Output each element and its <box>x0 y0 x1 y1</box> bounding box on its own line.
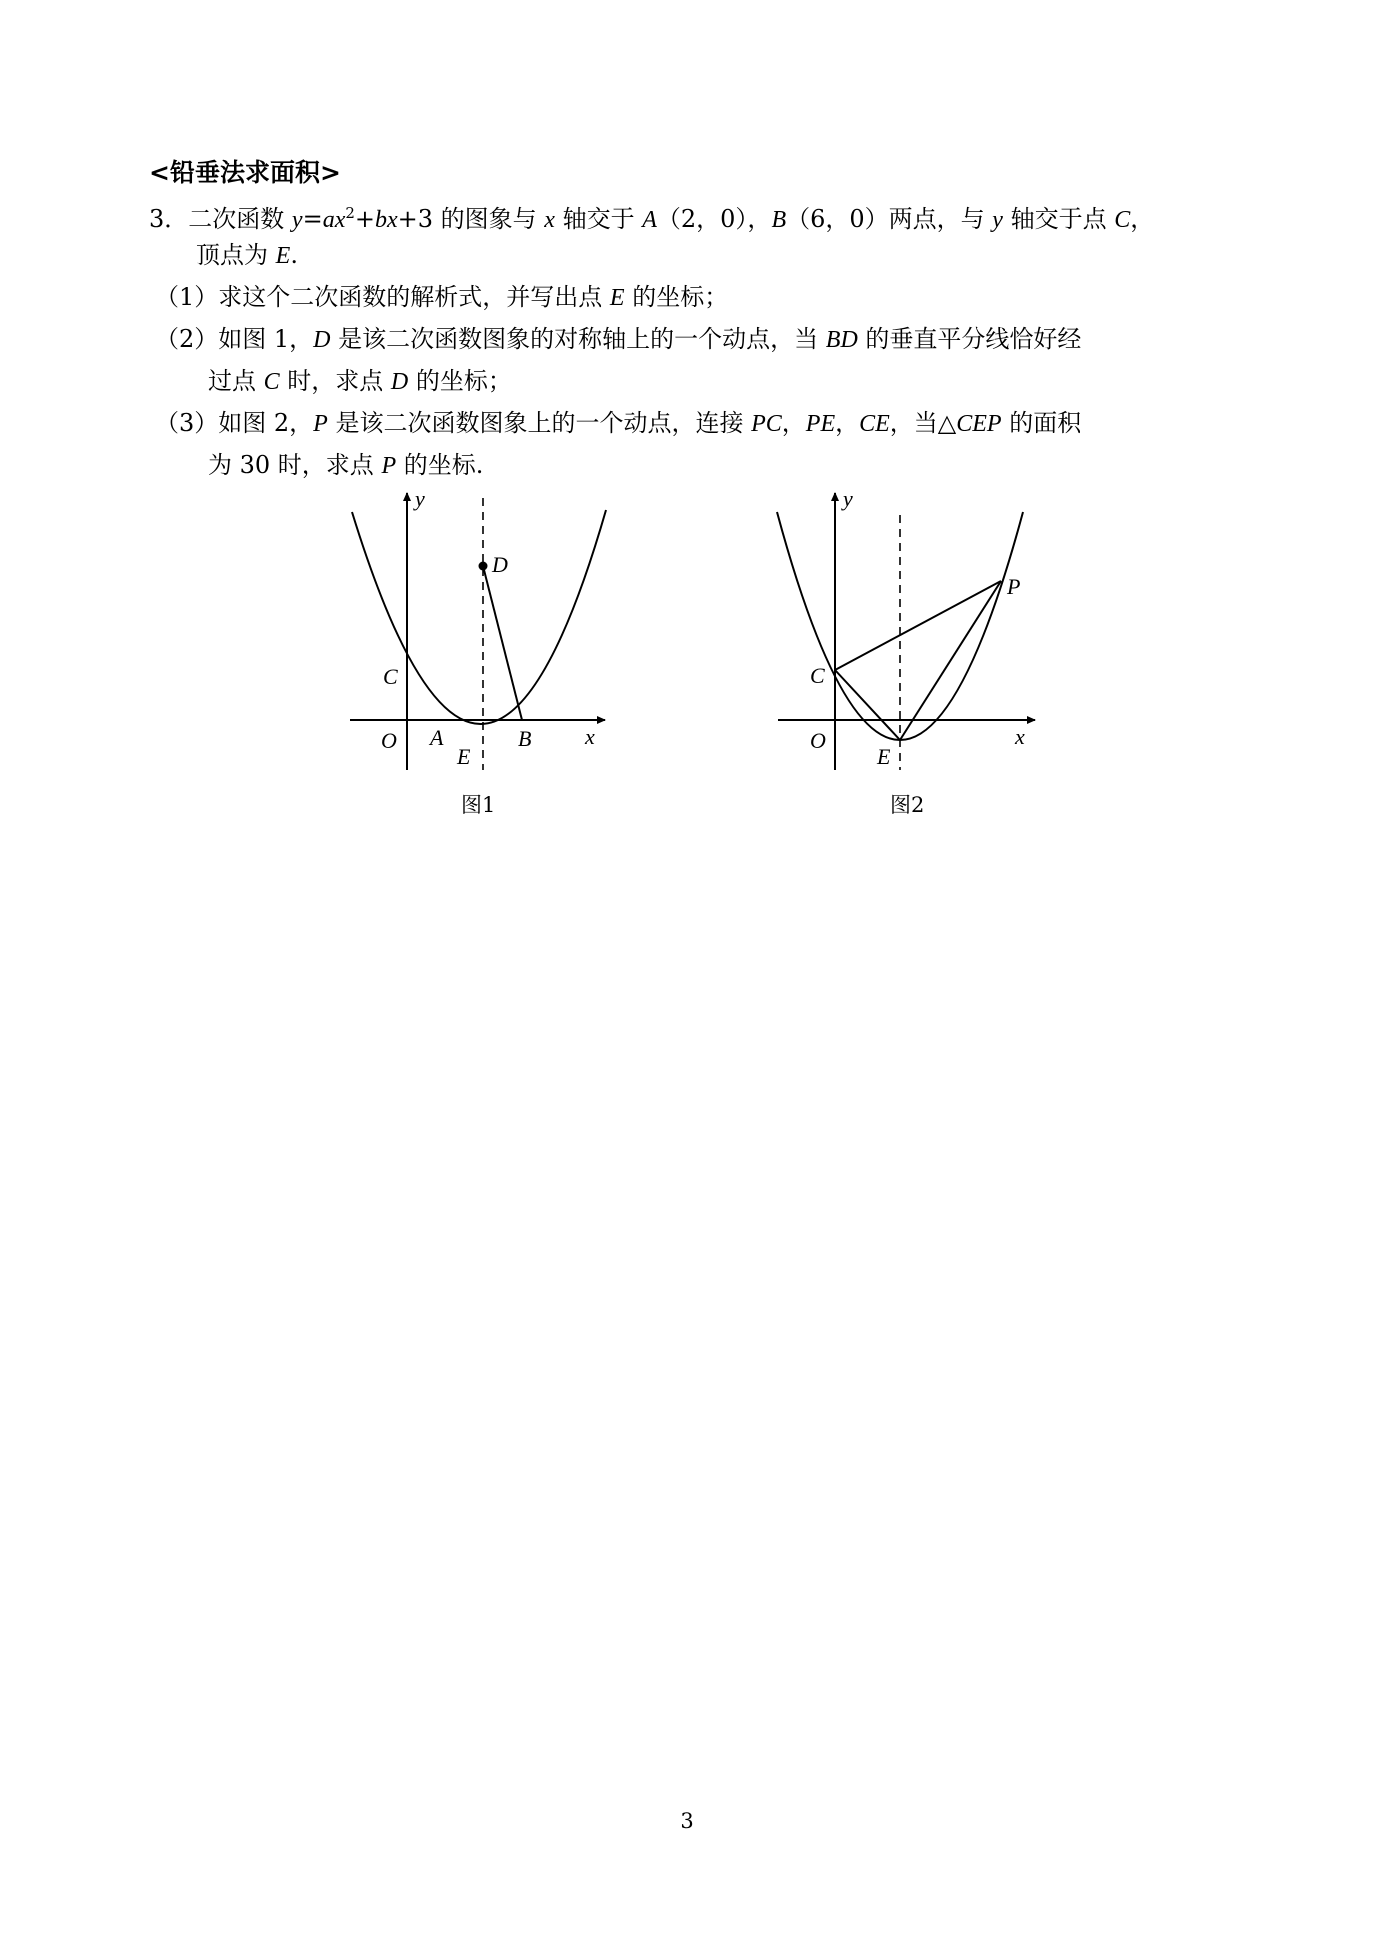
text: （1）求这个二次函数的解析式，并写出点 <box>155 283 610 311</box>
segment-ce <box>835 670 900 740</box>
var: CEP <box>956 411 1002 437</box>
var: E <box>609 285 625 311</box>
text: （3）如图 2， <box>155 409 314 437</box>
text: 时，求点 <box>279 367 391 395</box>
text: 是该二次函数图象上的一个动点，连接 <box>327 409 752 437</box>
var: PE <box>805 411 836 437</box>
part-1 <box>155 280 728 315</box>
text: 的面积 <box>1001 409 1082 437</box>
text: +3 的图象与 <box>397 205 545 233</box>
text: . <box>290 241 298 269</box>
var: A <box>642 207 657 233</box>
var: E <box>275 243 291 269</box>
label-y: y <box>415 486 425 511</box>
figure-1-caption: 图1 <box>461 793 496 817</box>
var: bx <box>375 207 398 233</box>
text: 过点 <box>208 367 264 395</box>
text: 轴交于 <box>554 205 643 233</box>
var: y <box>291 207 303 233</box>
text: 的坐标. <box>396 451 484 479</box>
var: P <box>313 411 328 437</box>
label-a: A <box>430 725 444 750</box>
section-heading: <铅垂法求面积> <box>149 158 341 187</box>
text: 是该二次函数图象的对称轴上的一个动点，当 <box>330 325 826 353</box>
figure-2-caption: 图2 <box>890 793 925 817</box>
var: PC <box>751 411 782 437</box>
part-3-line-1 <box>155 406 1081 441</box>
label-o: O <box>810 728 826 753</box>
label-e: E <box>877 744 891 769</box>
text: 为 30 时，求点 <box>208 451 382 479</box>
segment-cp <box>835 581 1001 670</box>
var: ax <box>322 207 346 233</box>
page-number: 3 <box>680 1809 694 1833</box>
text: 顶点为 <box>196 241 276 269</box>
label-c: C <box>810 663 825 688</box>
problem-line-1 <box>149 196 1154 237</box>
text: ，当△ <box>889 409 957 437</box>
var: x <box>544 207 555 233</box>
label-p: P <box>1007 574 1021 599</box>
part-3-line-2 <box>208 448 483 483</box>
problem-line-2 <box>196 238 298 273</box>
label-c: C <box>383 664 398 689</box>
var: BD <box>825 327 858 353</box>
text: 的坐标； <box>624 283 729 311</box>
text: （2，0）， <box>656 205 772 233</box>
text: 二次函数 <box>188 205 292 233</box>
var: B <box>771 207 787 233</box>
label-d: D <box>492 552 508 577</box>
text: ， <box>835 409 860 437</box>
var: C <box>1114 207 1131 233</box>
label-x: x <box>1015 724 1025 749</box>
figure-2 <box>770 485 1050 785</box>
var: y <box>992 207 1003 233</box>
text: （6，0）两点，与 <box>786 205 993 233</box>
point-d <box>479 562 488 571</box>
label-y: y <box>843 486 853 511</box>
segment-pe <box>900 581 1001 740</box>
label-e: E <box>457 744 471 769</box>
text: + <box>354 205 375 233</box>
label-o: O <box>381 728 397 753</box>
text: 的垂直平分线恰好经 <box>857 325 1082 353</box>
var: D <box>313 327 331 353</box>
text: （2）如图 1， <box>155 325 314 353</box>
var: P <box>381 453 397 479</box>
part-2-line-2 <box>208 364 512 399</box>
var: C <box>263 369 280 395</box>
var: D <box>390 369 409 395</box>
label-x: x <box>585 724 595 749</box>
parabola <box>352 510 606 724</box>
text: ， <box>781 409 806 437</box>
problem-number: 3． <box>149 205 189 233</box>
text: 轴交于点 <box>1002 205 1115 233</box>
text: = <box>302 205 323 233</box>
text: ， <box>1130 205 1155 233</box>
superscript: 2 <box>345 204 355 222</box>
text: 的坐标； <box>408 367 512 395</box>
segment-bd <box>483 566 522 720</box>
label-b: B <box>518 726 532 751</box>
var: CE <box>859 411 890 437</box>
part-2-line-1 <box>155 322 1081 357</box>
figure-1 <box>340 485 620 785</box>
